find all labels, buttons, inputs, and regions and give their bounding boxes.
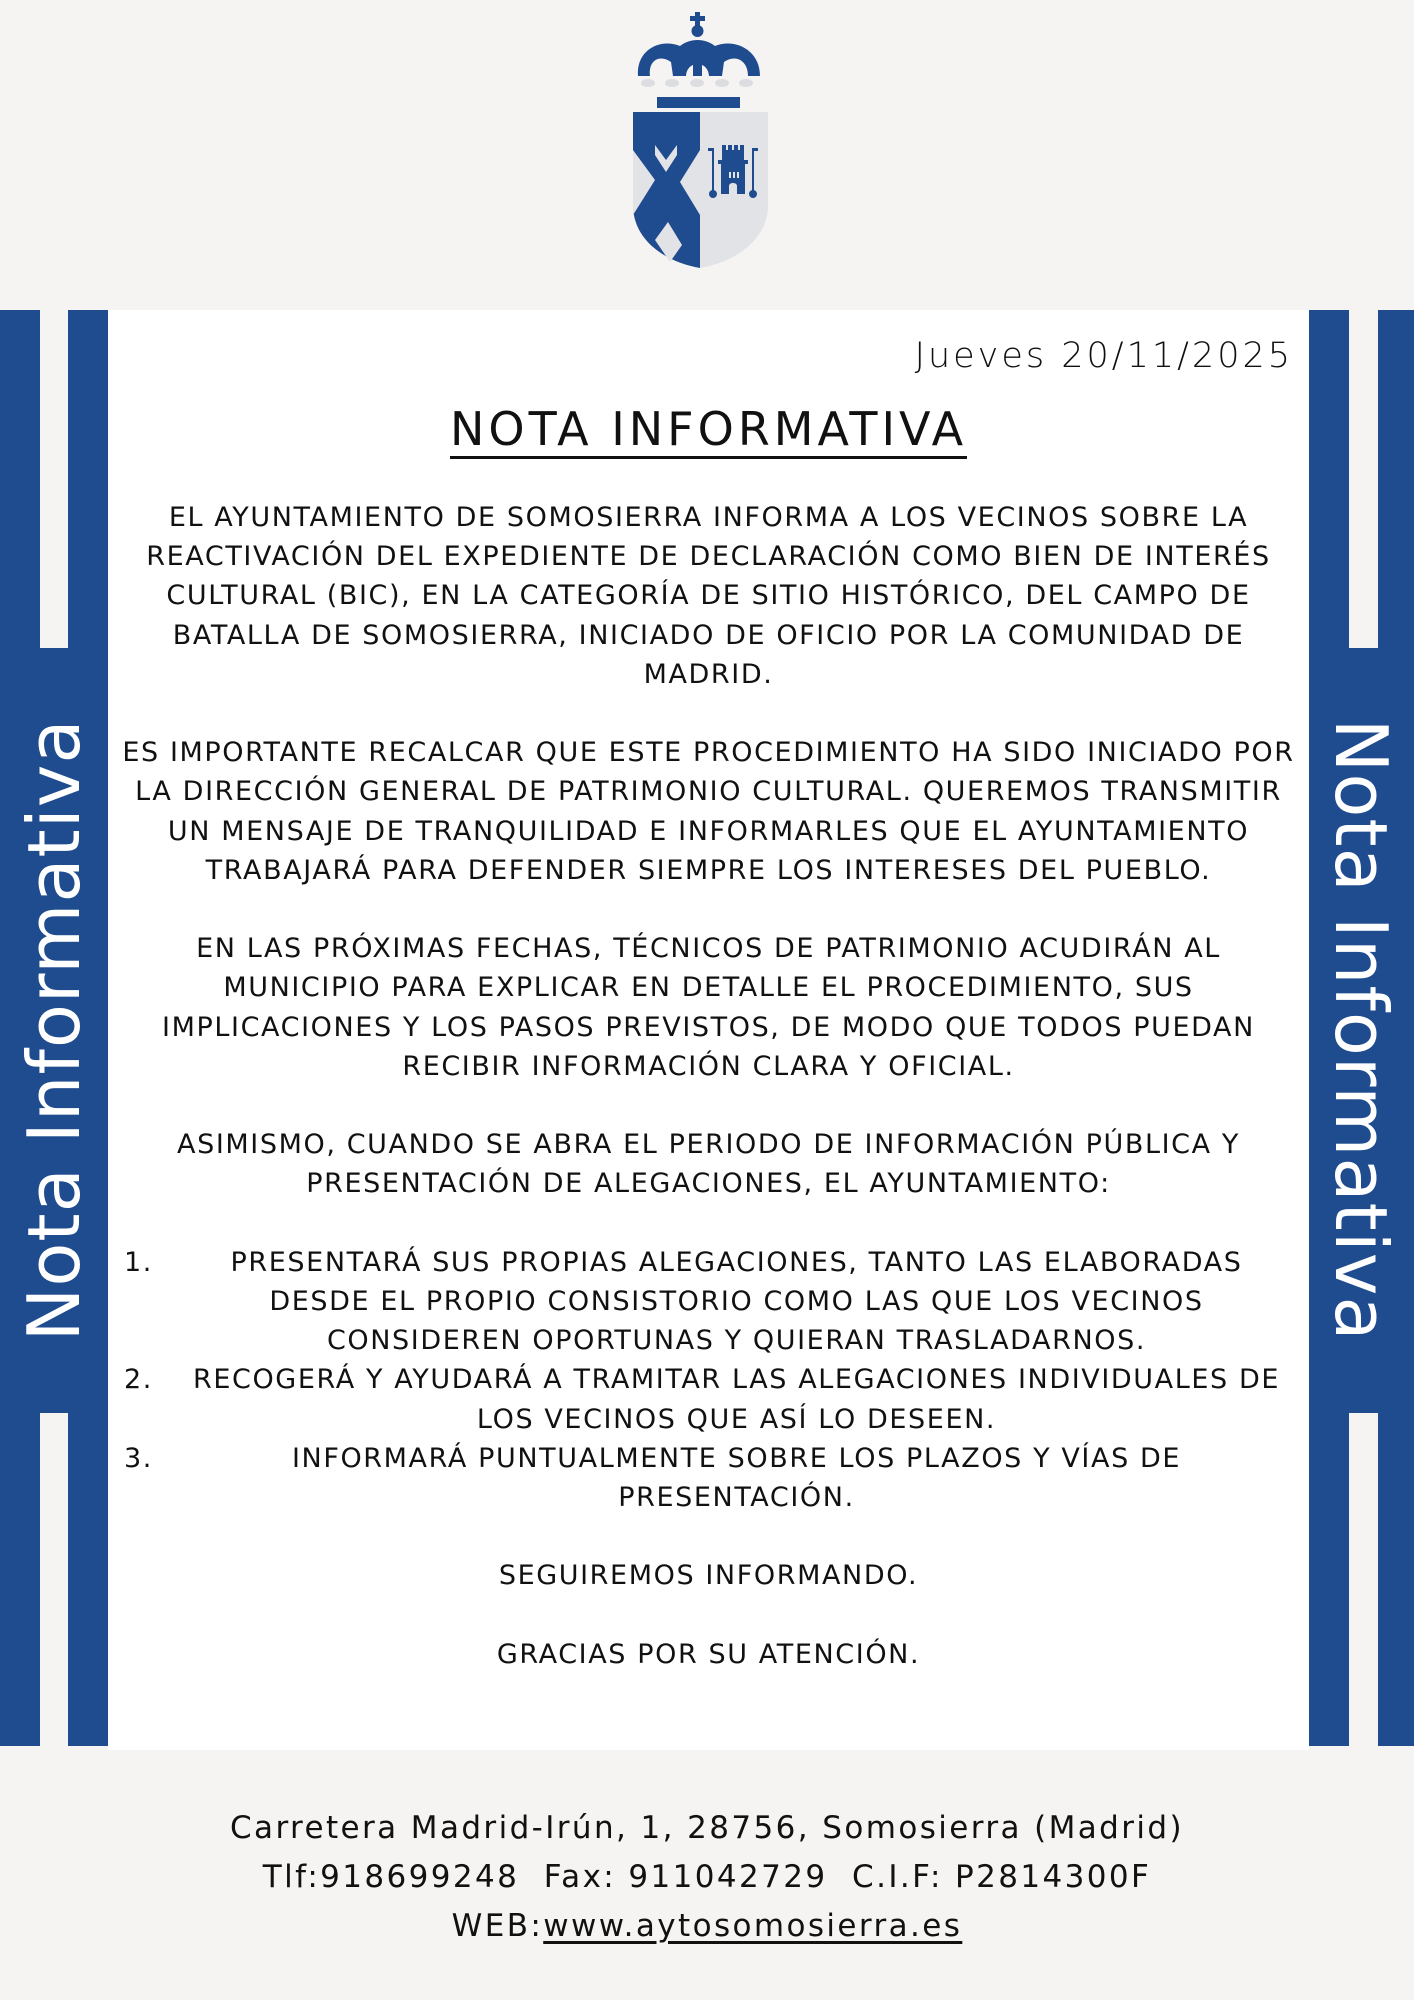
- list-text: PRESENTARÁ SUS PROPIAS ALEGACIONES, TANTO LAS ELABORADAS DESDE EL PROPIO CONSISTORIO COMO LAS QUE LOS VECINOS CONSIDEREN OPORTUNAS Y QUIERAN TRASLADARNOS.: [230, 1246, 1243, 1357]
- list-text: INFORMARÁ PUNTUALMENTE SOBRE LOS PLAZOS Y VÍAS DE PRESENTACIÓN.: [291, 1442, 1182, 1514]
- footer-contact: [0, 1804, 1414, 1951]
- footer-web: [0, 1902, 1414, 1951]
- notice-title-text: NOTA INFORMATIVA: [450, 402, 967, 459]
- closing-thanks: GRACIAS POR SU ATENCIÓN.: [496, 1638, 921, 1670]
- list-number: 1.: [124, 1246, 153, 1278]
- footer-address: Carretera Madrid-Irún, 1, 28756, Somosierra (Madrid): [230, 1810, 1184, 1846]
- paragraph-intro: EL AYUNTAMIENTO DE SOMOSIERRA INFORMA A LOS VECINOS SOBRE LA REACTIVACIÓN DEL EXPEDIENTE DE DECLARACIÓN COMO BIEN DE INTERÉS CULTURAL (BIC), EN LA CATEGORÍA DE SITIO HISTÓRICO, DEL CAMPO DE BATALLA DE SOMOSIERRA, INICIADO DE OFICIO POR LA COMUNIDAD DE MADRID.: [146, 502, 1271, 690]
- closing-following: SEGUIREMOS INFORMANDO.: [498, 1560, 919, 1592]
- notice-panel: [108, 310, 1309, 1750]
- list-number: 2.: [124, 1364, 153, 1396]
- right-banner-label: Nota Informativa: [1319, 718, 1403, 1342]
- list-text: RECOGERÁ Y AYUDARÁ A TRAMITAR LAS ALEGACIONES INDIVIDUALES DE LOS VECINOS QUE ASÍ LO DESEEN.: [192, 1364, 1280, 1435]
- commitments-list: [108, 1243, 1309, 1517]
- left-banner-label: Nota Informativa: [12, 718, 96, 1342]
- list-item: [108, 1360, 1309, 1438]
- notice-title: [108, 402, 1309, 456]
- footer-phone-fax-cif: Tlf:918699248 Fax: 911042729 C.I.F: P2814300F: [262, 1859, 1152, 1895]
- notice-date: Jueves 20/11/2025: [914, 336, 1293, 376]
- list-item: [108, 1439, 1309, 1517]
- website-link[interactable]: www.aytosomosierra.es: [543, 1908, 963, 1944]
- paragraph-allegations: ASIMISMO, CUANDO SE ABRA EL PERIODO DE INFORMACIÓN PÚBLICA Y PRESENTACIÓN DE ALEGACIONES, EL AYUNTAMIENTO:: [177, 1129, 1240, 1200]
- paragraph-procedure: ES IMPORTANTE RECALCAR QUE ESTE PROCEDIMIENTO HA SIDO INICIADO POR LA DIRECCIÓN GENERAL DE PATRIMONIO CULTURAL. QUEREMOS TRANSMITIR UN MENSAJE DE TRANQUILIDAD E INFORMARLES QUE EL AYUNTAMIENTO TRABAJARÁ PARA DEFENDER SIEMPRE LOS INTERESES DEL PUEBLO.: [122, 737, 1295, 886]
- list-item: [108, 1243, 1309, 1361]
- coat-of-arms-icon: [620, 8, 790, 273]
- list-number: 3.: [124, 1442, 153, 1474]
- paragraph-technicians: EN LAS PRÓXIMAS FECHAS, TÉCNICOS DE PATRIMONIO ACUDIRÁN AL MUNICIPIO PARA EXPLICAR EN DETALLE EL PROCEDIMIENTO, SUS IMPLICACIONES Y LOS PASOS PREVISTOS, DE MODO QUE TODOS PUEDAN RECIBIR INFORMACIÓN CLARA Y OFICIAL.: [162, 933, 1255, 1082]
- footer-web-label: WEB:: [451, 1908, 544, 1944]
- notice-body: [108, 498, 1309, 1713]
